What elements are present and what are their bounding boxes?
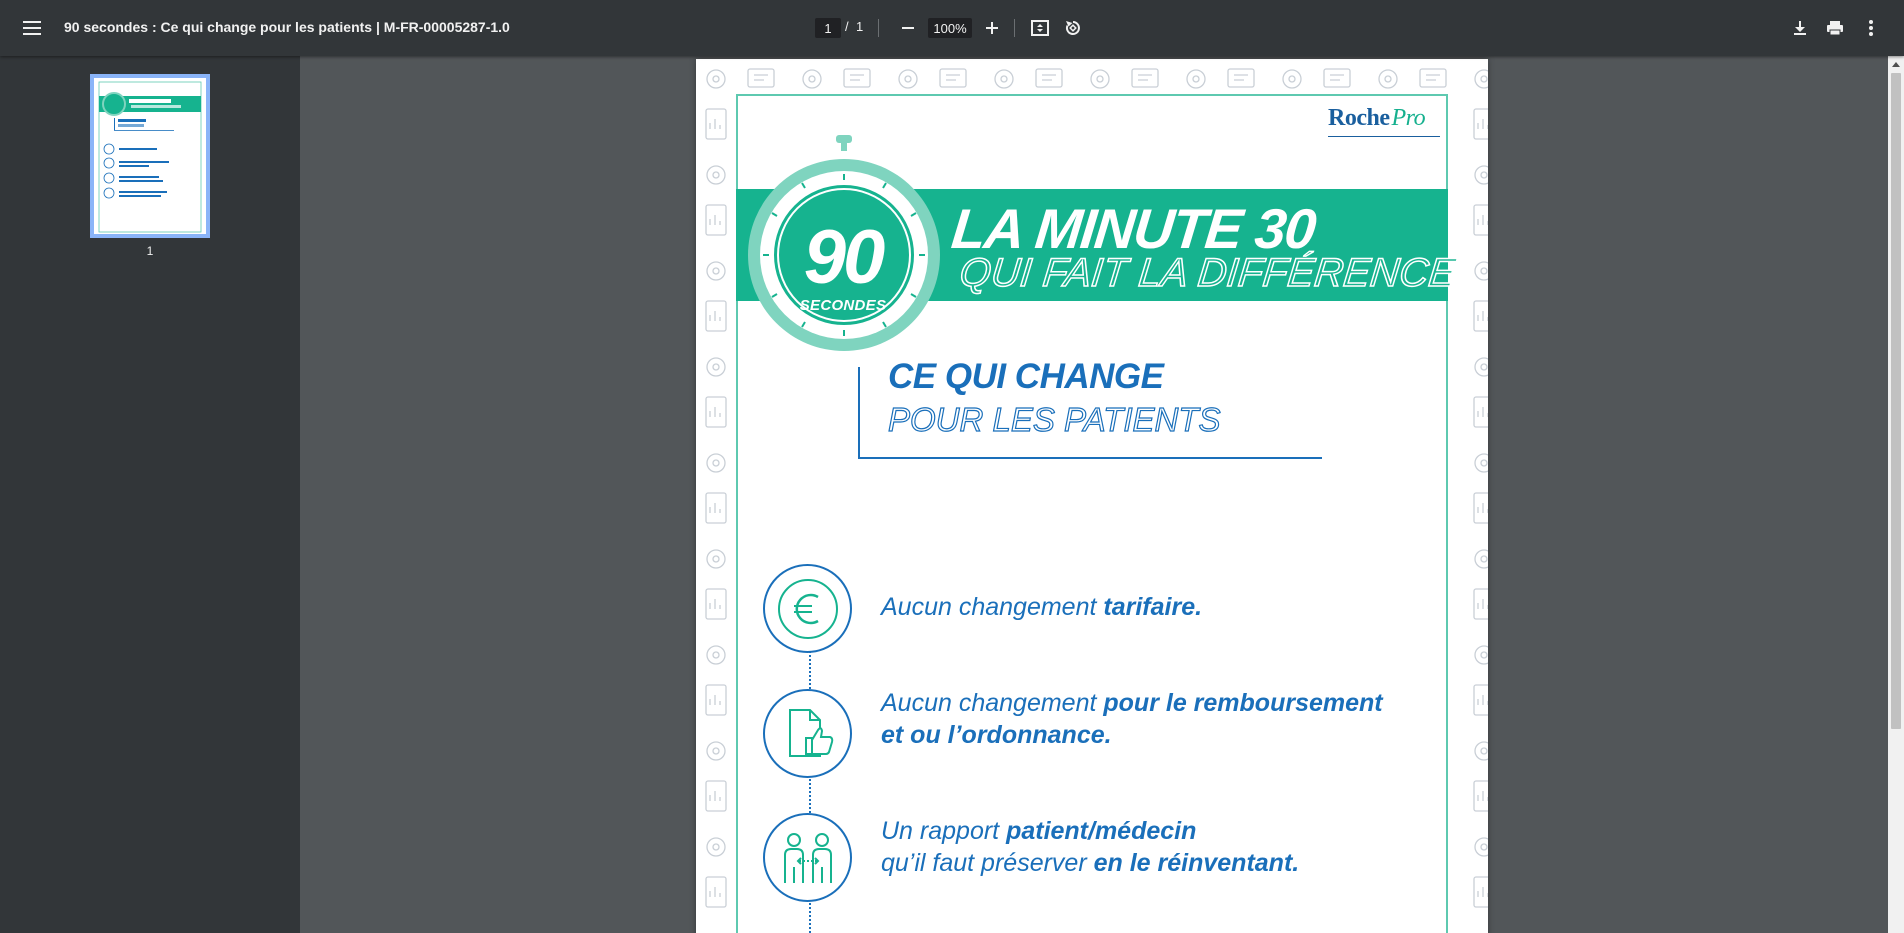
banner-title: LA MINUTE 30 (948, 197, 1318, 260)
toolbar-divider (1014, 19, 1015, 37)
more-options-button[interactable] (1855, 12, 1887, 44)
pdf-page (696, 59, 1488, 933)
feature-text-bold: en le réinventant. (1093, 849, 1300, 877)
banner-subtitle: QUI FAIT LA DIFFÉRENCE (957, 251, 1458, 295)
subheading-rule (858, 367, 860, 459)
zoom-in-button[interactable] (976, 12, 1008, 44)
logo-suffix: Pro (1391, 105, 1426, 131)
timer-number: 90 (803, 215, 883, 300)
page-number-input[interactable]: 1 (815, 18, 841, 38)
print-icon (1826, 20, 1844, 36)
document-thumbs-up-icon (778, 704, 838, 764)
more-vert-icon (1869, 20, 1873, 36)
toolbar (0, 0, 1904, 56)
page-thumbnail[interactable] (90, 74, 210, 238)
page-total: 1 (856, 19, 864, 34)
feature-text (881, 815, 1299, 879)
timer-unit: SECONDES (799, 297, 887, 314)
feature-text-bold: et ou l’ordonnance. (881, 721, 1112, 749)
feature-text-bold: patient/médecin (1006, 817, 1197, 845)
fit-to-page-button[interactable] (1024, 12, 1056, 44)
rotate-button[interactable] (1057, 12, 1089, 44)
feature-text-regular: Aucun changement (881, 689, 1104, 717)
scroll-up-arrow-icon[interactable] (1888, 56, 1904, 72)
feature-icon-circle (763, 564, 852, 653)
roche-pro-logo (1328, 104, 1425, 132)
plus-icon (985, 21, 999, 35)
minus-icon (901, 21, 915, 35)
fit-page-icon (1031, 20, 1049, 36)
subheading-line-2: POUR LES PATIENTS (888, 401, 1221, 438)
download-button[interactable] (1784, 12, 1816, 44)
logo-brand: Roche (1328, 105, 1390, 131)
download-icon (1792, 20, 1808, 36)
logo-underline (1328, 136, 1440, 137)
zoom-out-button[interactable] (892, 12, 924, 44)
subheading-rule (858, 457, 1322, 459)
thumbnail-sidebar (0, 56, 300, 933)
page-separator: / (845, 19, 849, 34)
feature-icon-circle (763, 689, 852, 778)
feature-text-regular: Aucun changement (881, 593, 1104, 621)
thumbnail-page-number: 1 (146, 244, 154, 258)
print-button[interactable] (1819, 12, 1851, 44)
document-title: 90 secondes : Ce qui change pour les patients | M-FR-00005287-1.0 (64, 19, 510, 35)
document-viewer[interactable] (300, 56, 1888, 933)
feature-text (881, 591, 1202, 623)
feature-text-regular: qu’il faut préserver (881, 849, 1094, 877)
zoom-level-input[interactable]: 100% (928, 18, 972, 38)
scrollbar-thumb[interactable] (1891, 73, 1901, 729)
patient-doctor-icon (777, 827, 839, 889)
subheading-line-1: CE QUI CHANGE (888, 357, 1164, 396)
page-thumbnail-image (94, 78, 206, 234)
rotate-icon (1064, 19, 1082, 37)
vertical-scrollbar[interactable] (1888, 56, 1904, 933)
feature-icon-circle (763, 813, 852, 902)
feature-text (881, 687, 1383, 751)
euro-icon (776, 577, 840, 641)
menu-icon[interactable] (16, 12, 48, 44)
feature-text-bold: tarifaire. (1103, 593, 1203, 621)
toolbar-divider (878, 19, 879, 37)
feature-text-regular: Un rapport (881, 817, 1007, 845)
feature-text-bold: pour le remboursement (1103, 689, 1383, 717)
